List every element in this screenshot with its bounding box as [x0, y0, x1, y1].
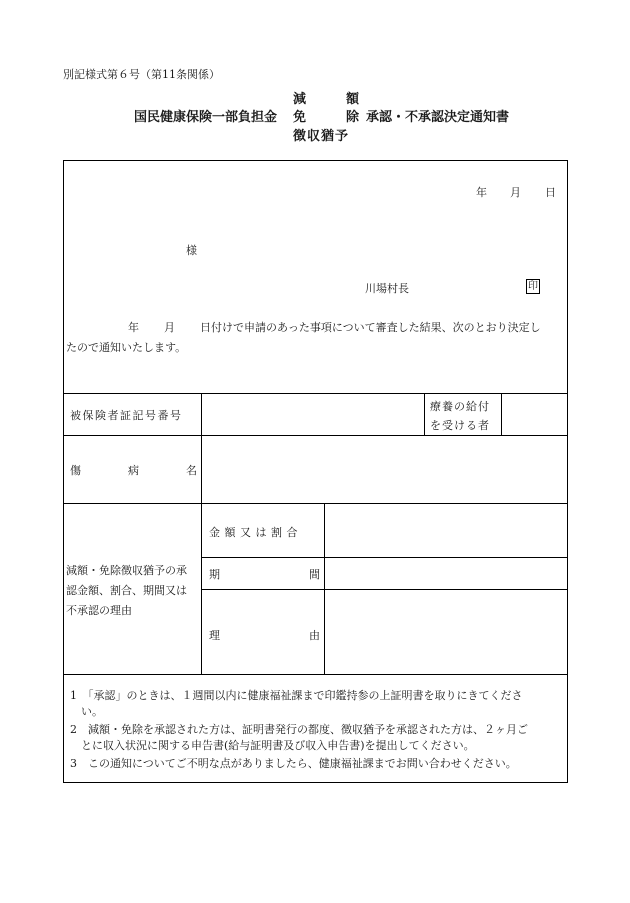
title-exemption-char-1: 免	[293, 110, 307, 125]
title-row-deferral: 徴収猶予	[293, 129, 350, 144]
amount-label: 金額又は割合	[209, 526, 302, 539]
date-year-label: 年	[476, 186, 487, 199]
title-row-exemption	[293, 106, 359, 125]
note-2-line-2: とに収入状況に関する申告書(給与証明書及び収入申告書)を提出してください。	[81, 739, 475, 752]
body-month-label: 月	[164, 321, 175, 334]
detail-label-line-3: 不承認の理由	[66, 604, 132, 617]
note-1-line-1: 1 「承認」のときは、１週間以内に健康福祉課まで印鑑持参の上証明書を取りにきてくださ	[70, 689, 523, 702]
recipient-label-line-2: を受ける者	[430, 419, 490, 432]
form-reference: 別記様式第６号（第11条関係）	[63, 68, 220, 81]
illness-label-char-3: 名	[186, 464, 197, 477]
body-line-1: 日付けで申請のあった事項について審査した結果、次のとおり決定し	[200, 321, 541, 334]
title-suffix: 承認・不承認決定通知書	[366, 110, 510, 125]
title-prefix: 国民健康保険一部負担金	[134, 110, 278, 125]
issuer-name: 川場村長	[365, 282, 409, 295]
table-top-rule	[63, 393, 568, 394]
detail-label-line-2: 認金額、割合、期間又は	[66, 584, 187, 597]
table-col-rule-4	[324, 503, 325, 674]
title-row-reduction	[293, 88, 359, 107]
date-month-label: 月	[510, 186, 521, 199]
illness-label-char-1: 傷	[70, 464, 81, 477]
period-label-char-2: 間	[309, 568, 320, 581]
note-2-line-1: 2 減額・免除を承認された方は、証明書発行の都度、徴収猶予を承認された方は、２ヶ月ご	[70, 723, 528, 736]
table-rule-2	[63, 503, 568, 504]
addressee-honorific: 様	[186, 244, 197, 257]
title-reduction-char-1: 減	[293, 92, 307, 107]
seal-stamp: 印	[528, 281, 538, 292]
illness-label-char-2: 病	[128, 464, 139, 477]
detail-label-line-1: 減額・免除徴収猶予の承	[66, 564, 187, 577]
reason-label-char-2: 由	[309, 629, 320, 642]
recipient-label-line-1: 療養の給付	[430, 400, 490, 413]
table-col-rule-3	[501, 393, 502, 435]
date-day-label: 日	[545, 186, 556, 199]
note-3: 3 この通知についてご不明な点がありましたら、健康福祉課までお問い合わせください。	[70, 757, 517, 770]
table-rule-1	[63, 435, 568, 436]
note-1-line-2: い。	[81, 705, 103, 718]
table-bottom-rule	[63, 674, 568, 675]
title-exemption-char-2: 除	[346, 110, 360, 125]
body-line-2: たので通知いたします。	[66, 341, 187, 354]
period-label-char-1: 期	[209, 568, 220, 581]
reason-label-char-1: 理	[209, 629, 220, 642]
table-rule-3	[201, 557, 568, 558]
table-rule-4	[201, 589, 568, 590]
table-col-rule-1b	[201, 435, 202, 503]
table-col-rule-1c	[201, 503, 202, 674]
title-reduction-char-2: 額	[346, 92, 360, 107]
table-col-rule-1a	[201, 393, 202, 435]
body-year-label: 年	[128, 321, 139, 334]
table-col-rule-2	[424, 393, 425, 435]
insured-number-label: 被保険者証記号番号	[70, 409, 183, 422]
